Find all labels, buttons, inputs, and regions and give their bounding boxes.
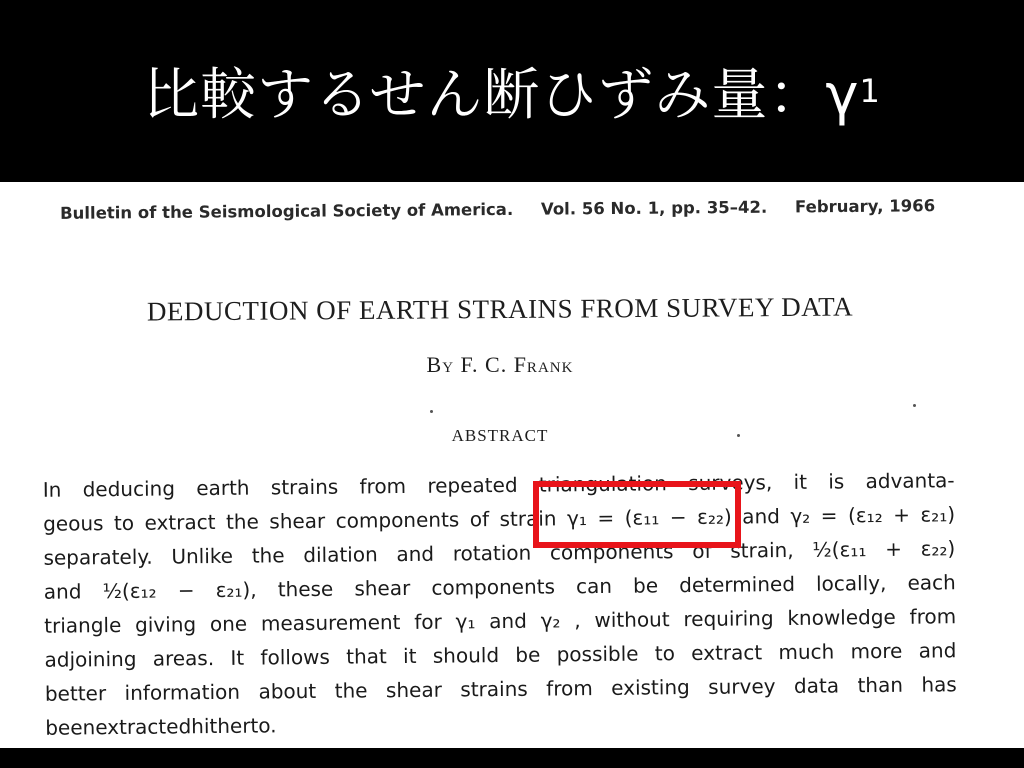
scan-speck xyxy=(430,410,433,413)
abstract-line: adjoining areas. It follows that it should be possible to extract much more and xyxy=(44,638,957,672)
abstract-line: geous to extract the shear components of strain γ₁ = (ε₁₁ − ε₂₂) and γ₂ = (ε₁₂ + ε₂₁) xyxy=(43,502,956,536)
slide-title-subscript: 1 xyxy=(859,72,881,110)
scan-speck xyxy=(737,434,740,437)
scan-speck xyxy=(913,404,916,407)
journal-header xyxy=(60,196,940,223)
scanned-paper xyxy=(0,182,1024,748)
bottom-bar xyxy=(0,748,1024,768)
abstract-line: been extracted hitherto. xyxy=(45,713,277,740)
abstract-body xyxy=(43,463,958,745)
journal-volume: Vol. 56 No. 1, pp. 35–42. xyxy=(540,197,768,219)
abstract-line: separately. Unlike the dilation and rotation components of strain, ½(ε₁₁ + ε₂₂) xyxy=(43,536,956,570)
abstract-line: triangle giving one measurement for γ₁ and γ₂ , without requiring knowledge from xyxy=(44,604,957,638)
paper-title: DEDUCTION OF EARTH STRAINS FROM SURVEY DATA xyxy=(146,291,854,327)
slide-title-text: 比較するせん断ひずみ量：γ xyxy=(143,63,860,128)
journal-name: Bulletin of the Seismological Society of America. xyxy=(59,199,514,223)
abstract-heading: ABSTRACT xyxy=(451,426,549,445)
journal-date: February, 1966 xyxy=(794,196,936,217)
abstract-line: In deducing earth strains from repeated triangulation surveys, it is advanta- xyxy=(42,468,955,502)
paper-author: By F. C. Frank xyxy=(426,352,574,377)
abstract-line: and ½(ε₁₂ − ε₂₁), these shear components can be determined locally, each xyxy=(43,570,956,604)
slide-title xyxy=(0,0,1024,182)
highlight-box xyxy=(533,481,741,548)
abstract-line: better information about the shear strains from existing survey data than has xyxy=(44,672,957,706)
